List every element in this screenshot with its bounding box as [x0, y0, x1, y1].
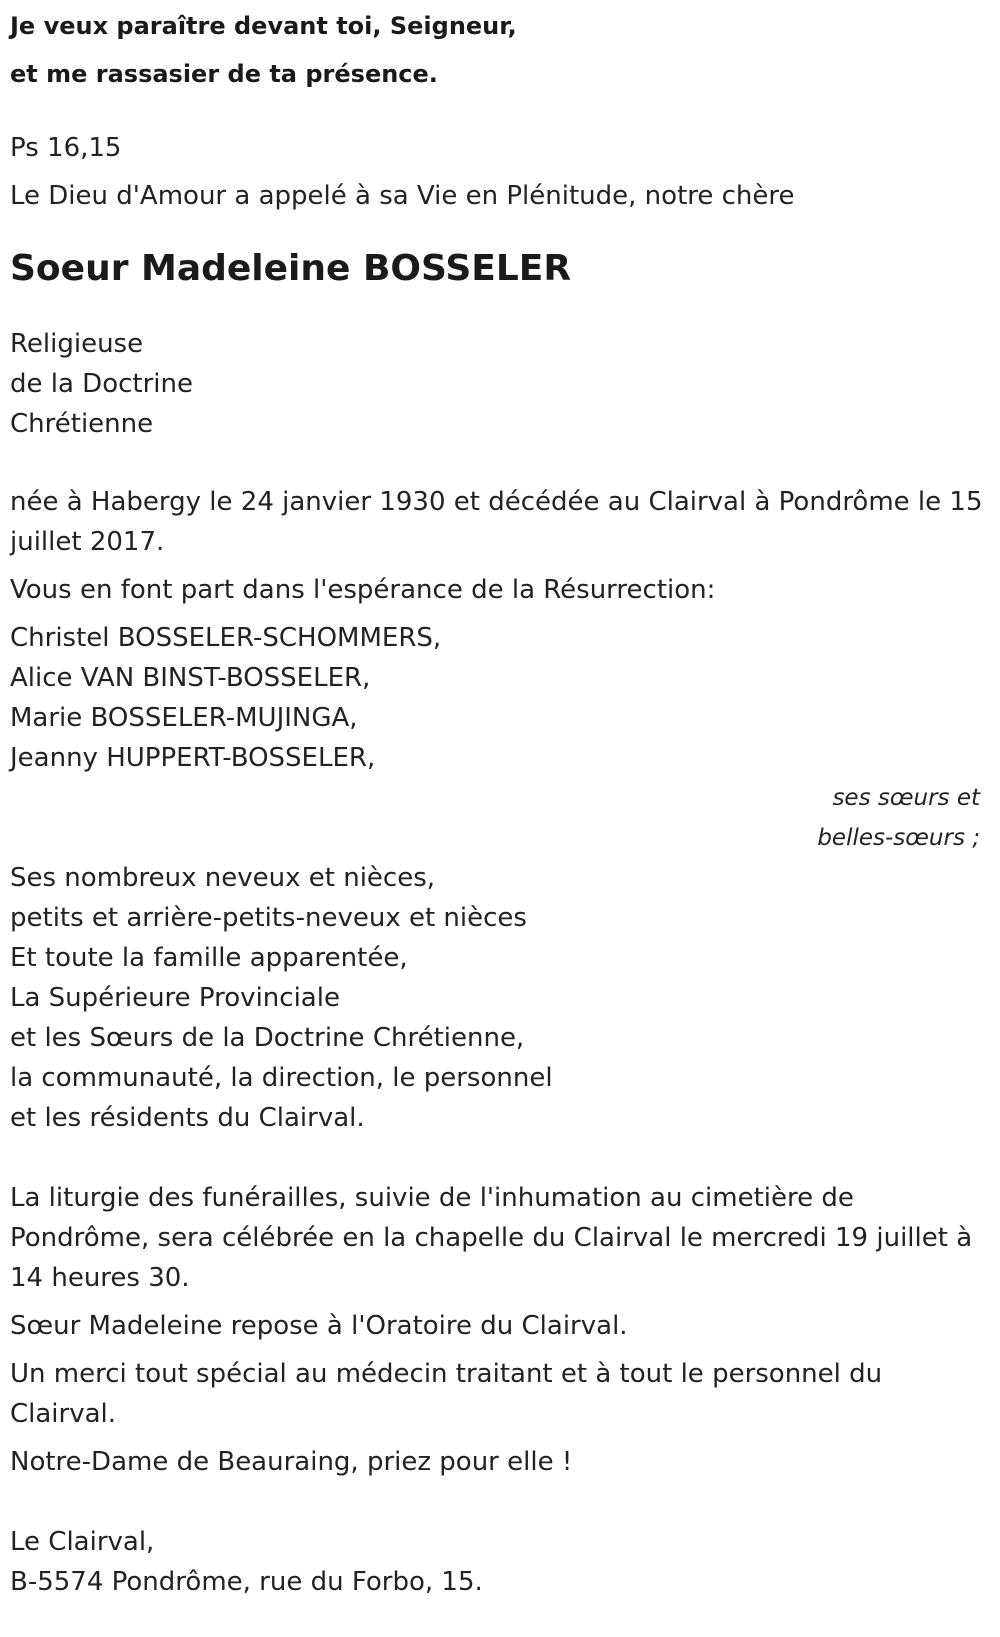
funeral-details: La liturgie des funérailles, suivie de l'inhumation au cimetière de Pondrôme, sera célébrée en la chapelle du Clairval le mercredi 19 juillet à 14 heures 30.	[10, 1183, 973, 1293]
religious-title	[10, 324, 990, 444]
sisters-list	[10, 618, 990, 778]
others-list	[10, 858, 990, 1138]
sister-4: Jeanny HUPPERT-BOSSELER,	[10, 743, 376, 773]
religious-title-line-2: de la Doctrine	[10, 369, 193, 399]
others-line-1: Ses nombreux neveux et nièces,	[10, 863, 436, 893]
epigraph-line-2: et me rassasier de ta présence.	[10, 60, 438, 88]
address-line-1: Le Clairval,	[10, 1527, 155, 1557]
thanks-text: Un merci tout spécial au médecin traitant et à tout le personnel du Clairval.	[10, 1359, 883, 1429]
others-line-2: petits et arrière-petits-neveux et nièces	[10, 903, 527, 933]
others-line-3: Et toute la famille apparentée,	[10, 943, 408, 973]
psalm-reference: Ps 16,15	[10, 133, 122, 163]
others-line-7: et les résidents du Clairval.	[10, 1103, 365, 1133]
sisters-note-line-2: belles-sœurs ;	[817, 825, 980, 851]
others-line-5: et les Sœurs de la Doctrine Chrétienne,	[10, 1023, 525, 1053]
sisters-note	[10, 778, 990, 858]
sister-2: Alice VAN BINST-BOSSELER,	[10, 663, 371, 693]
birth-death-text: née à Habergy le 24 janvier 1930 et décédée au Clairval à Pondrôme le 15 juillet 2017.	[10, 487, 983, 557]
announcement-text: Vous en font part dans l'espérance de la Résurrection:	[10, 575, 716, 605]
repose-text: Sœur Madeleine repose à l'Oratoire du Clairval.	[10, 1311, 628, 1341]
address-line-2: B-5574 Pondrôme, rue du Forbo, 15.	[10, 1567, 483, 1597]
others-line-6: la communauté, la direction, le personnel	[10, 1063, 553, 1093]
religious-title-line-3: Chrétienne	[10, 409, 154, 439]
obituary-notice	[10, 0, 990, 1602]
address-block	[10, 1522, 990, 1602]
religious-title-line-1: Religieuse	[10, 329, 144, 359]
prayer-text: Notre-Dame de Beauraing, priez pour elle !	[10, 1447, 573, 1477]
sister-1: Christel BOSSELER-SCHOMMERS,	[10, 623, 442, 653]
intro-text: Le Dieu d'Amour a appelé à sa Vie en Plénitude, notre chère	[10, 181, 795, 211]
epigraph-line-1: Je veux paraître devant toi, Seigneur,	[10, 12, 517, 40]
deceased-name: Soeur Madeleine BOSSELER	[10, 248, 572, 289]
sisters-note-line-1: ses sœurs et	[832, 785, 980, 811]
epigraph	[10, 0, 990, 98]
others-line-4: La Supérieure Provinciale	[10, 983, 340, 1013]
sister-3: Marie BOSSELER-MUJINGA,	[10, 703, 358, 733]
